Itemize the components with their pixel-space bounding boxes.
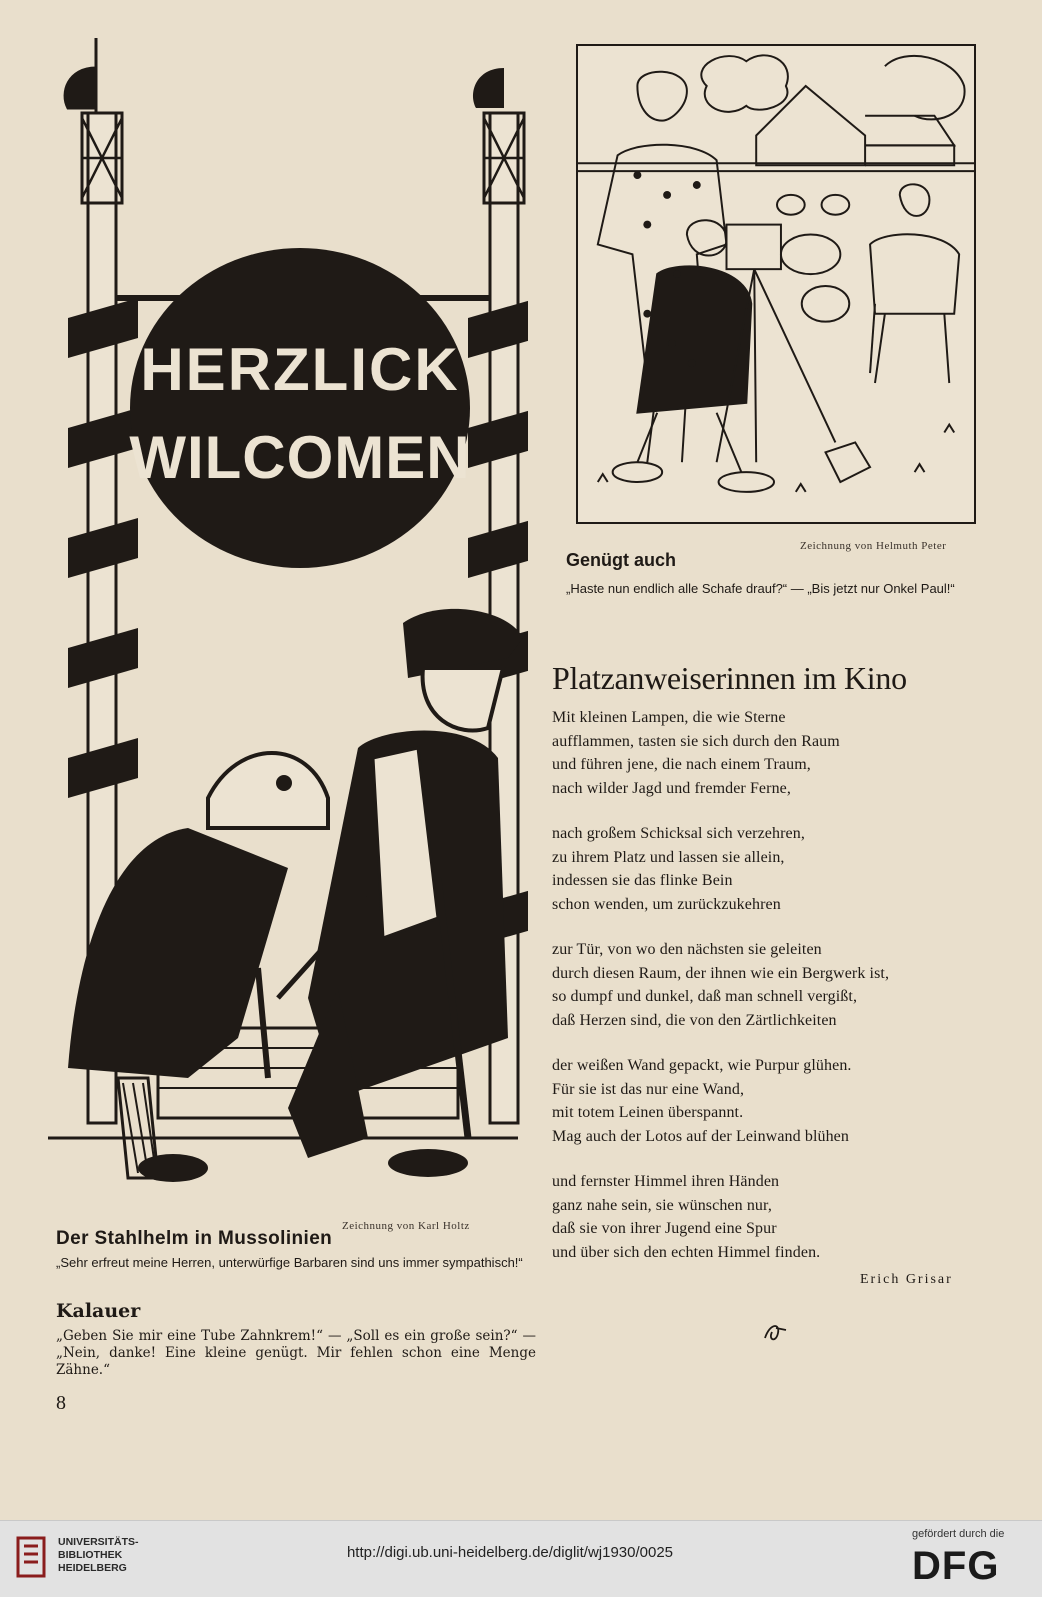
page-number: 8 <box>56 1392 66 1414</box>
poem-line: durch diesen Raum, der ihnen wie ein Bergwerk ist, <box>552 964 890 982</box>
university-name-line: UNIVERSITÄTS- <box>58 1536 139 1548</box>
poem-line: und führen jene, die nach einem Traum, <box>552 756 811 773</box>
poem-line: nach wilder Jagd und fremder Ferne, <box>552 779 791 797</box>
poem-line: und fernster Himmel ihren Händen <box>552 1173 780 1190</box>
poem-line: der weißen Wand gepackt, wie Purpur glühen. <box>552 1057 852 1074</box>
poem-line: nach großem Schicksal sich verzehren, <box>552 825 805 842</box>
genuegt-title: Genügt auch <box>566 550 677 570</box>
poem-line: daß Herzen sind, die von den Zärtlichkeiten <box>552 1011 837 1029</box>
poem-line: so dumpf und dunkel, daß man schnell vergißt, <box>552 988 858 1005</box>
sponsor-label: gefördert durch die <box>912 1528 1005 1540</box>
poem-stanza-4 <box>552 1054 1012 1148</box>
poem-line: aufflammen, tasten sie sich durch den Raum <box>552 732 840 750</box>
stahlhelm-drawing <box>38 38 528 1198</box>
university-logo-icon <box>14 1534 48 1580</box>
illustration-credit-holtz: Zeichnung von Karl Holtz <box>342 1220 470 1232</box>
kalauer-title: Kalauer <box>56 1300 141 1322</box>
sign-line-1: HERZLICK <box>140 336 460 403</box>
poem-title: Platzanweiserinnen im Kino <box>552 660 907 696</box>
ornament-icon <box>760 1318 790 1348</box>
university-name-line: BIBLIOTHEK <box>58 1549 123 1561</box>
poem-body <box>552 706 1012 1286</box>
poem-stanza-3 <box>552 938 1012 1032</box>
poem-line: indessen sie das flinke Bein <box>552 872 733 889</box>
poem-line: zur Tür, von wo den nächsten sie geleiten <box>552 941 822 958</box>
poem-stanza-5 <box>552 1170 1012 1264</box>
poem-line: mit totem Leinen überspannt. <box>552 1104 744 1121</box>
dfg-logo: DFG <box>912 1544 1000 1588</box>
sign-line-2: WILCOMEN <box>129 424 471 491</box>
university-name-line: HEIDELBERG <box>58 1562 127 1574</box>
poem-line: schon wenden, um zurückzukehren <box>552 895 781 913</box>
university-name <box>58 1536 139 1575</box>
poem-stanza-1 <box>552 706 1012 800</box>
poem-line: Für sie ist das nur eine Wand, <box>552 1080 745 1098</box>
poem-line: ganz nahe sein, sie wünschen nur, <box>552 1196 772 1214</box>
poem-stanza-2 <box>552 822 1012 916</box>
poem-author: Erich Grisar <box>860 1272 953 1287</box>
poem-line: daß sie von ihrer Jugend eine Spur <box>552 1220 777 1237</box>
illustration-credit-peter: Zeichnung von Helmuth Peter <box>800 540 947 552</box>
photographer-drawing <box>578 46 974 522</box>
genuegt-caption: „Haste nun endlich alle Schafe drauf?“ — „Bis jetzt nur Onkel Paul!“ <box>566 581 955 596</box>
kalauer-text: „Geben Sie mir eine Tube Zahnkrem!“ — „Soll es ein große sein?“ — „Nein, danke! Eine kleine genügt. Mir fehlen schon eine Menge Zähne.“ <box>56 1328 536 1378</box>
left-cartoon-illustration <box>38 38 528 1198</box>
source-url-link[interactable]: http://digi.ub.uni-heidelberg.de/diglit/wj1930/0025 <box>346 1544 674 1561</box>
right-cartoon-illustration <box>576 44 976 524</box>
poem-line: und über sich den echten Himmel finden. <box>552 1243 821 1261</box>
stahlhelm-title: Der Stahlhelm in Mussolinien <box>56 1228 333 1249</box>
stahlhelm-caption: „Sehr erfreut meine Herren, unterwürfige Barbaren sind uns immer sympathisch!“ <box>56 1255 523 1270</box>
poem-line: Mit kleinen Lampen, die wie Sterne <box>552 709 786 726</box>
poem-line: zu ihrem Platz und lassen sie allein, <box>552 848 785 866</box>
poem-line: Mag auch der Lotos auf der Leinwand blühen <box>552 1127 849 1145</box>
